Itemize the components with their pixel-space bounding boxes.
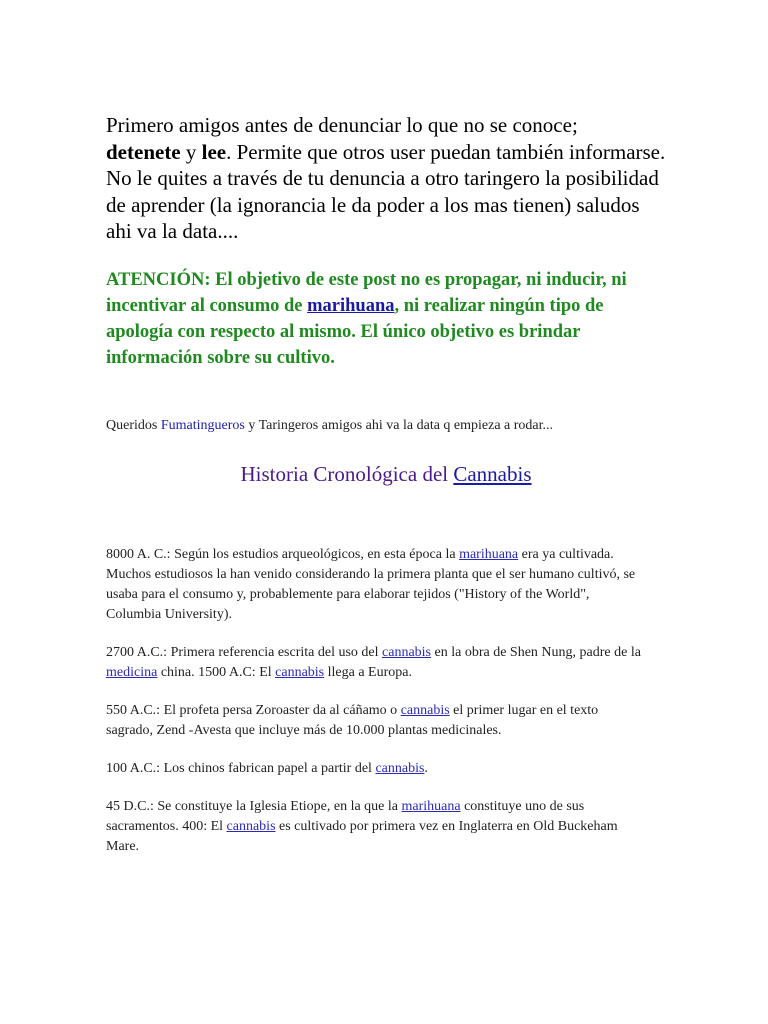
fumatingueros-link[interactable]: Fumatingueros [160,417,245,433]
intro-conjunction: y [180,139,202,164]
chronology-entry-45ad [106,797,646,857]
chronology-entry-550bc [106,701,646,741]
intro-bold-detenete: detenete [106,139,181,164]
greeting-before: Queridos [106,417,161,433]
entry-text: 8000 A. C.: Según los estudios arqueológicos, en esta época la [106,546,460,562]
heading-cannabis-link[interactable]: Cannabis [453,461,532,486]
cannabis-link[interactable]: cannabis [382,644,431,660]
cannabis-link[interactable]: cannabis [400,702,450,718]
entry-text: . [424,760,428,776]
heading-text: Historia Cronológica del [240,461,454,486]
chronology-entry-8000bc [106,545,646,625]
entry-text: en la obra de Shen Nung, padre de la [431,644,641,660]
cannabis-link[interactable]: cannabis [375,760,425,776]
intro-rest: . Permite que otros user puedan también informarse. [226,139,666,164]
entry-text: china. 1500 A.C: El [157,664,276,680]
intro-bold-lee: lee [201,139,227,164]
section-heading [106,461,666,487]
entry-text: 2700 A.C.: Primera referencia escrita del uso del [106,644,383,660]
intro-line1: Primero amigos antes de denunciar lo que no se conoce; [106,113,578,137]
entry-text: 550 A.C.: El profeta persa Zoroaster da al cáñamo o [106,702,401,718]
warning-text-after: , ni realizar ningún tipo de apología con respecto al mismo. El único objetivo es brindar información sobre su cultivo. [106,295,604,368]
chronology-entry-2700bc [106,643,646,683]
warning-marihuana-link[interactable]: marihuana [307,295,395,316]
entry-text: el primer lugar en el texto sagrado, Zend -Avesta que incluye más de 10.000 plantas medicinales. [106,702,599,738]
intro-second-paragraph: No le quites a través de tu denuncia a otro taringero la posibilidad de aprender (la ignorancia le da poder a los mas tienen) saludos ahi va la data.... [106,166,659,243]
medicina-link[interactable]: medicina [106,664,158,680]
entry-text: 100 A.C.: Los chinos fabrican papel a partir del [106,760,376,776]
entry-text: 45 D.C.: Se constituye la Iglesia Etiope, en la que la [106,798,402,814]
entry-text: era ya cultivada. Muchos estudiosos la han venido considerando la primera planta que el ser humano cultivó, se usaba para el consumo y, probablemente para elaborar tejidos ("History of the World", Columbia University). [106,546,636,622]
greeting-after: y Taringeros amigos ahi va la data q empieza a rodar... [244,417,554,433]
entry-text: constituye uno de sus sacramentos. 400: El [106,798,585,834]
chronology-entry-100bc [106,759,646,779]
marihuana-link[interactable]: marihuana [401,798,461,814]
entry-text: es cultivado por primera vez en Inglaterra en Old Buckeham Mare. [106,818,618,854]
warning-notice [106,267,666,371]
chronology-list [106,545,714,857]
cannabis-link[interactable]: cannabis [275,664,325,680]
marihuana-link[interactable]: marihuana [459,546,519,562]
entry-text: llega a Europa. [324,664,412,680]
warning-text-before: ATENCIÓN: El objetivo de este post no es propagar, ni inducir, ni incentivar al consumo de [106,269,627,316]
intro-paragraph [106,112,666,245]
cannabis-link[interactable]: cannabis [226,818,276,834]
greeting-line [106,417,714,435]
